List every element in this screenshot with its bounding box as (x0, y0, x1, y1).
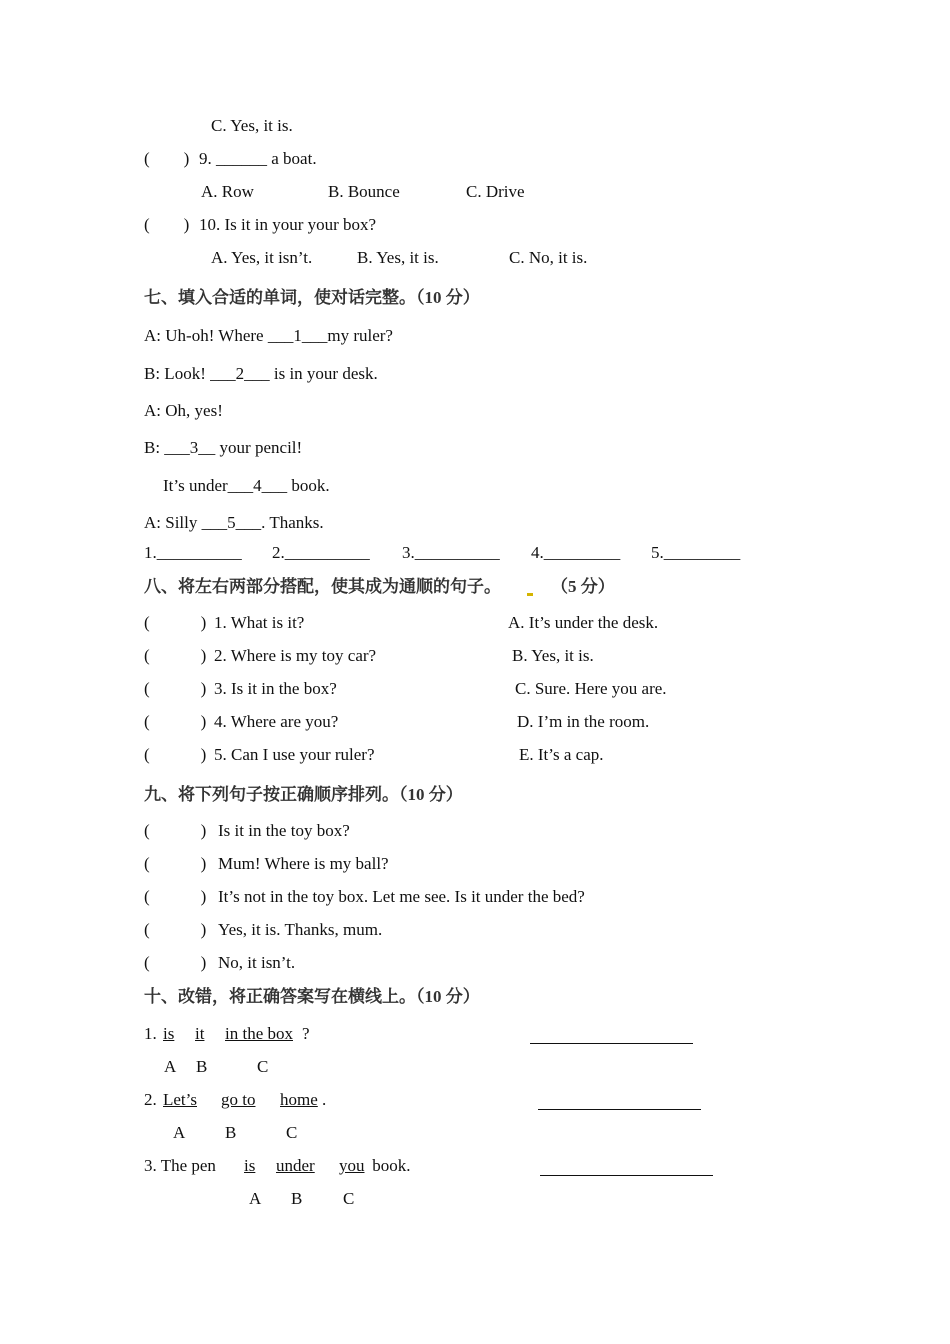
order-paren[interactable]: ( ) (144, 821, 207, 840)
section7-heading: 七、填入合适的单词，使对话完整。（10 分） (144, 288, 480, 307)
dialogue-line: B: Look! ___2___ is in your desk. (144, 364, 378, 383)
order-paren[interactable]: ( ) (144, 920, 207, 939)
match-right-item: B. Yes, it is. (512, 646, 594, 665)
dialogue-line: A: Silly ___5___. Thanks. (144, 513, 324, 532)
label-a: A (173, 1123, 186, 1142)
match-left-item: 3. Is it in the box? (214, 679, 337, 698)
label-b: B (225, 1123, 237, 1142)
match-right-item: A. It’s under the desk. (508, 613, 659, 632)
q8-option-c: C. Yes, it is. (211, 116, 293, 135)
correction-answer-line-1[interactable] (530, 1043, 693, 1044)
label-b: B (291, 1189, 303, 1208)
order-paren[interactable]: ( ) (144, 854, 207, 873)
dialogue-line: A: Uh-oh! Where ___1___my ruler? (144, 326, 393, 345)
q9-option-a: A. Row (201, 182, 254, 201)
correction-q3-part-b: under (276, 1156, 315, 1175)
section8-score: （5 分） (551, 577, 615, 596)
correction-q2-part-a: Let’s (163, 1090, 197, 1109)
match-left-item: 4. Where are you? (214, 712, 339, 731)
dialogue-line: A: Oh, yes! (144, 401, 223, 420)
correction-q3-part-c: you (339, 1156, 365, 1175)
correction-q3-end: book. (368, 1156, 411, 1175)
match-left-item: 2. Where is my toy car? (214, 646, 377, 665)
correction-q1-part-c: in the box (225, 1024, 293, 1043)
order-item: Mum! Where is my ball? (218, 854, 389, 873)
order-item: Yes, it is. Thanks, mum. (218, 920, 383, 939)
match-paren[interactable]: ( ) (144, 745, 207, 764)
dialogue-line: It’s under___4___ book. (163, 476, 330, 495)
correction-q2-part-b: go to (221, 1090, 256, 1109)
q9-answer-paren[interactable]: ( ) (144, 149, 190, 168)
label-a: A (249, 1189, 262, 1208)
label-c: C (343, 1189, 355, 1208)
match-paren[interactable]: ( ) (144, 712, 207, 731)
order-paren[interactable]: ( ) (144, 887, 207, 906)
match-left-item: 1. What is it? (214, 613, 305, 632)
q9-option-c: C. Drive (466, 182, 525, 201)
match-left-item: 5. Can I use your ruler? (214, 745, 375, 764)
yellow-mark (527, 593, 533, 596)
q10-option-b: B. Yes, it is. (357, 248, 439, 267)
section9-heading: 九、将下列句子按正确顺序排列。（10 分） (144, 785, 463, 804)
q10-answer-paren[interactable]: ( ) (144, 215, 190, 234)
correction-q3-part-a: is (244, 1156, 256, 1175)
answer-blank-1[interactable]: 1.__________ (144, 543, 242, 562)
dialogue-line: B: ___3__ your pencil! (144, 438, 303, 457)
answer-blank-3[interactable]: 3.__________ (402, 543, 500, 562)
order-item: It’s not in the toy box. Let me see. Is it under the bed? (218, 887, 585, 906)
q9-stem: 9. ______ a boat. (199, 149, 317, 168)
match-right-item: C. Sure. Here you are. (515, 679, 667, 698)
correction-q2-number: 2. (144, 1090, 157, 1109)
order-item: No, it isn’t. (218, 953, 296, 972)
match-paren[interactable]: ( ) (144, 646, 207, 665)
correction-q3-prefix: 3. The pen (144, 1156, 216, 1175)
q10-option-c: C. No, it is. (509, 248, 588, 267)
correction-answer-line-2[interactable] (538, 1109, 701, 1110)
correction-q2-part-c: home (280, 1090, 318, 1109)
correction-q1-part-b: it (195, 1024, 205, 1043)
section8-heading: 八、将左右两部分搭配，使其成为通顺的句子。 (144, 577, 501, 596)
answer-blank-5[interactable]: 5._________ (651, 543, 741, 562)
correction-q1-end: ? (302, 1024, 310, 1043)
answer-blank-4[interactable]: 4._________ (531, 543, 621, 562)
q9-option-b: B. Bounce (328, 182, 400, 201)
correction-answer-line-3[interactable] (540, 1175, 713, 1176)
match-paren[interactable]: ( ) (144, 613, 207, 632)
order-item: Is it in the toy box? (218, 821, 350, 840)
section10-heading: 十、改错，将正确答案写在横线上。（10 分） (144, 987, 480, 1006)
correction-q1-number: 1. (144, 1024, 157, 1043)
q10-stem: 10. Is it in your your box? (199, 215, 377, 234)
match-right-item: E. It’s a cap. (519, 745, 604, 764)
label-c: C (257, 1057, 269, 1076)
label-b: B (196, 1057, 208, 1076)
correction-q1-part-a: is (163, 1024, 175, 1043)
label-a: A (164, 1057, 177, 1076)
order-paren[interactable]: ( ) (144, 953, 207, 972)
answer-blank-2[interactable]: 2.__________ (272, 543, 370, 562)
match-paren[interactable]: ( ) (144, 679, 207, 698)
match-right-item: D. I’m in the room. (517, 712, 650, 731)
label-c: C (286, 1123, 298, 1142)
q10-option-a: A. Yes, it isn’t. (211, 248, 313, 267)
correction-q2-end: . (322, 1090, 327, 1109)
